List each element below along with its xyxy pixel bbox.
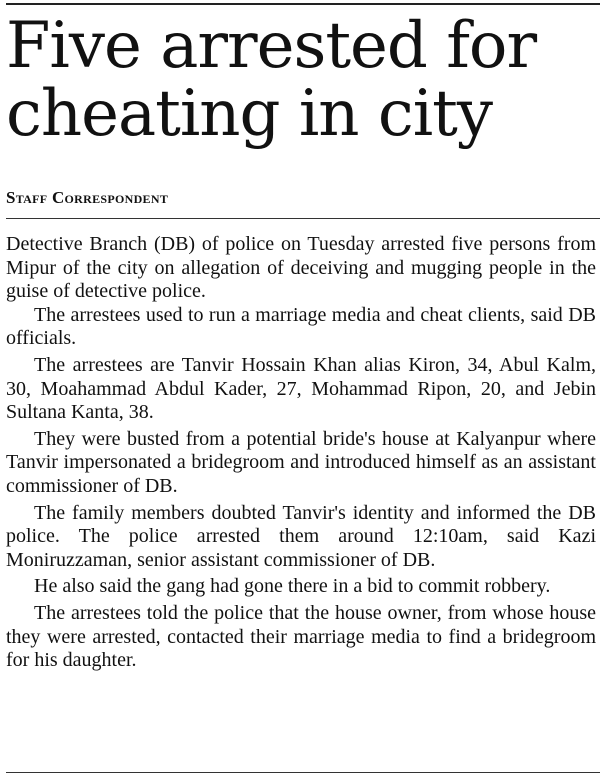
top-rule (6, 3, 600, 5)
byline: Staff Correspondent (6, 188, 169, 207)
paragraph-1: Detective Branch (DB) of police on Tuesday arrested five persons from Mipur of the city on allegation of deceiving and mugging people in the guise of detective police. (6, 233, 596, 303)
headline: Five arrested for cheating in city (6, 9, 537, 151)
paragraph-7: The arrestees told the police that the house owner, from whose house they were arrested, contacted their marriage media to find a bridegroom for his daughter. (6, 601, 596, 672)
article-body (6, 233, 596, 673)
paragraph-4: They were busted from a potential bride's house at Kalyanpur where Tanvir impersonated a bridegroom and introduced himself as an assistant commissioner of DB. (6, 427, 596, 497)
paragraph-6: He also said the gang had gone there in a bid to commit robbery. (34, 575, 551, 598)
bottom-rule (6, 772, 600, 773)
byline-divider (6, 218, 600, 219)
paragraph-2: The arrestees used to run a marriage media and cheat clients, said DB officials. (6, 303, 596, 350)
paragraph-3: The arrestees are Tanvir Hossain Khan alias Kiron, 34, Abul Kalm, 30, Moahammad Abdul Kader, 27, Mohammad Ripon, 20, and Jebin Sultana Kanta, 38. (6, 353, 596, 424)
paragraph-5: The family members doubted Tanvir's identity and informed the DB police. The police arrested them around 12:10am, said Kazi Moniruzzaman, senior assistant commissioner of DB. (6, 501, 596, 571)
